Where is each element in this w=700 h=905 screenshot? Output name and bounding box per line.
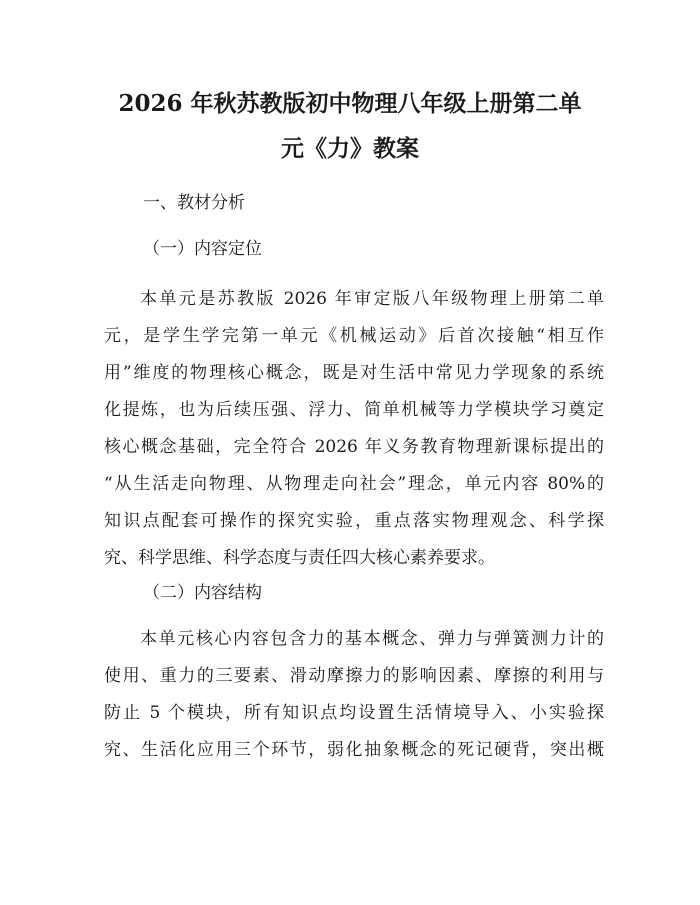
document-title-line-2: 元《力》教案	[281, 135, 419, 162]
paragraph-2-line: 使用、重力的三要素、滑动摩擦力的影响因素、摩擦的利用与	[104, 666, 604, 686]
paragraph-2-line: 本单元核心内容包含力的基本概念、弹力与弹簧测力计的	[140, 629, 604, 649]
section-heading-textbook-analysis: 一、教材分析	[143, 193, 245, 213]
paragraph-1-line: 本单元是苏教版 2026 年审定版八年级物理上册第二单	[140, 289, 604, 309]
paragraph-1-line: 究、科学思维、科学态度与责任四大核心素养要求。	[104, 548, 495, 568]
paragraph-1-line: 化提炼，也为后续压强、浮力、简单机械等力学模块学习奠定	[104, 400, 604, 420]
paragraph-1-line: 核心概念基础，完全符合 2026 年义务教育物理新课标提出的	[104, 437, 604, 457]
paragraph-2-line: 究、生活化应用三个环节，弱化抽象概念的死记硬背，突出概	[104, 740, 604, 760]
paragraph-1-line: 知识点配套可操作的探究实验，重点落实物理观念、科学探	[104, 511, 604, 531]
paragraph-1-line: 元，是学生学完第一单元《机械运动》后首次接触“相互作	[104, 326, 604, 346]
subsection-heading-content-structure: （二）内容结构	[143, 583, 262, 603]
paragraph-2-line: 防止 5 个模块，所有知识点均设置生活情境导入、小实验探	[104, 703, 604, 723]
paragraph-1-line: “从生活走向物理、从物理走向社会”理念，单元内容 80%的	[104, 474, 604, 494]
document-title-line-1: 2026 年秋苏教版初中物理八年级上册第二单	[118, 90, 582, 117]
paragraph-1-line: 用”维度的物理核心概念，既是对生活中常见力学现象的系统	[104, 363, 604, 383]
subsection-heading-content-positioning: （一）内容定位	[143, 239, 262, 259]
